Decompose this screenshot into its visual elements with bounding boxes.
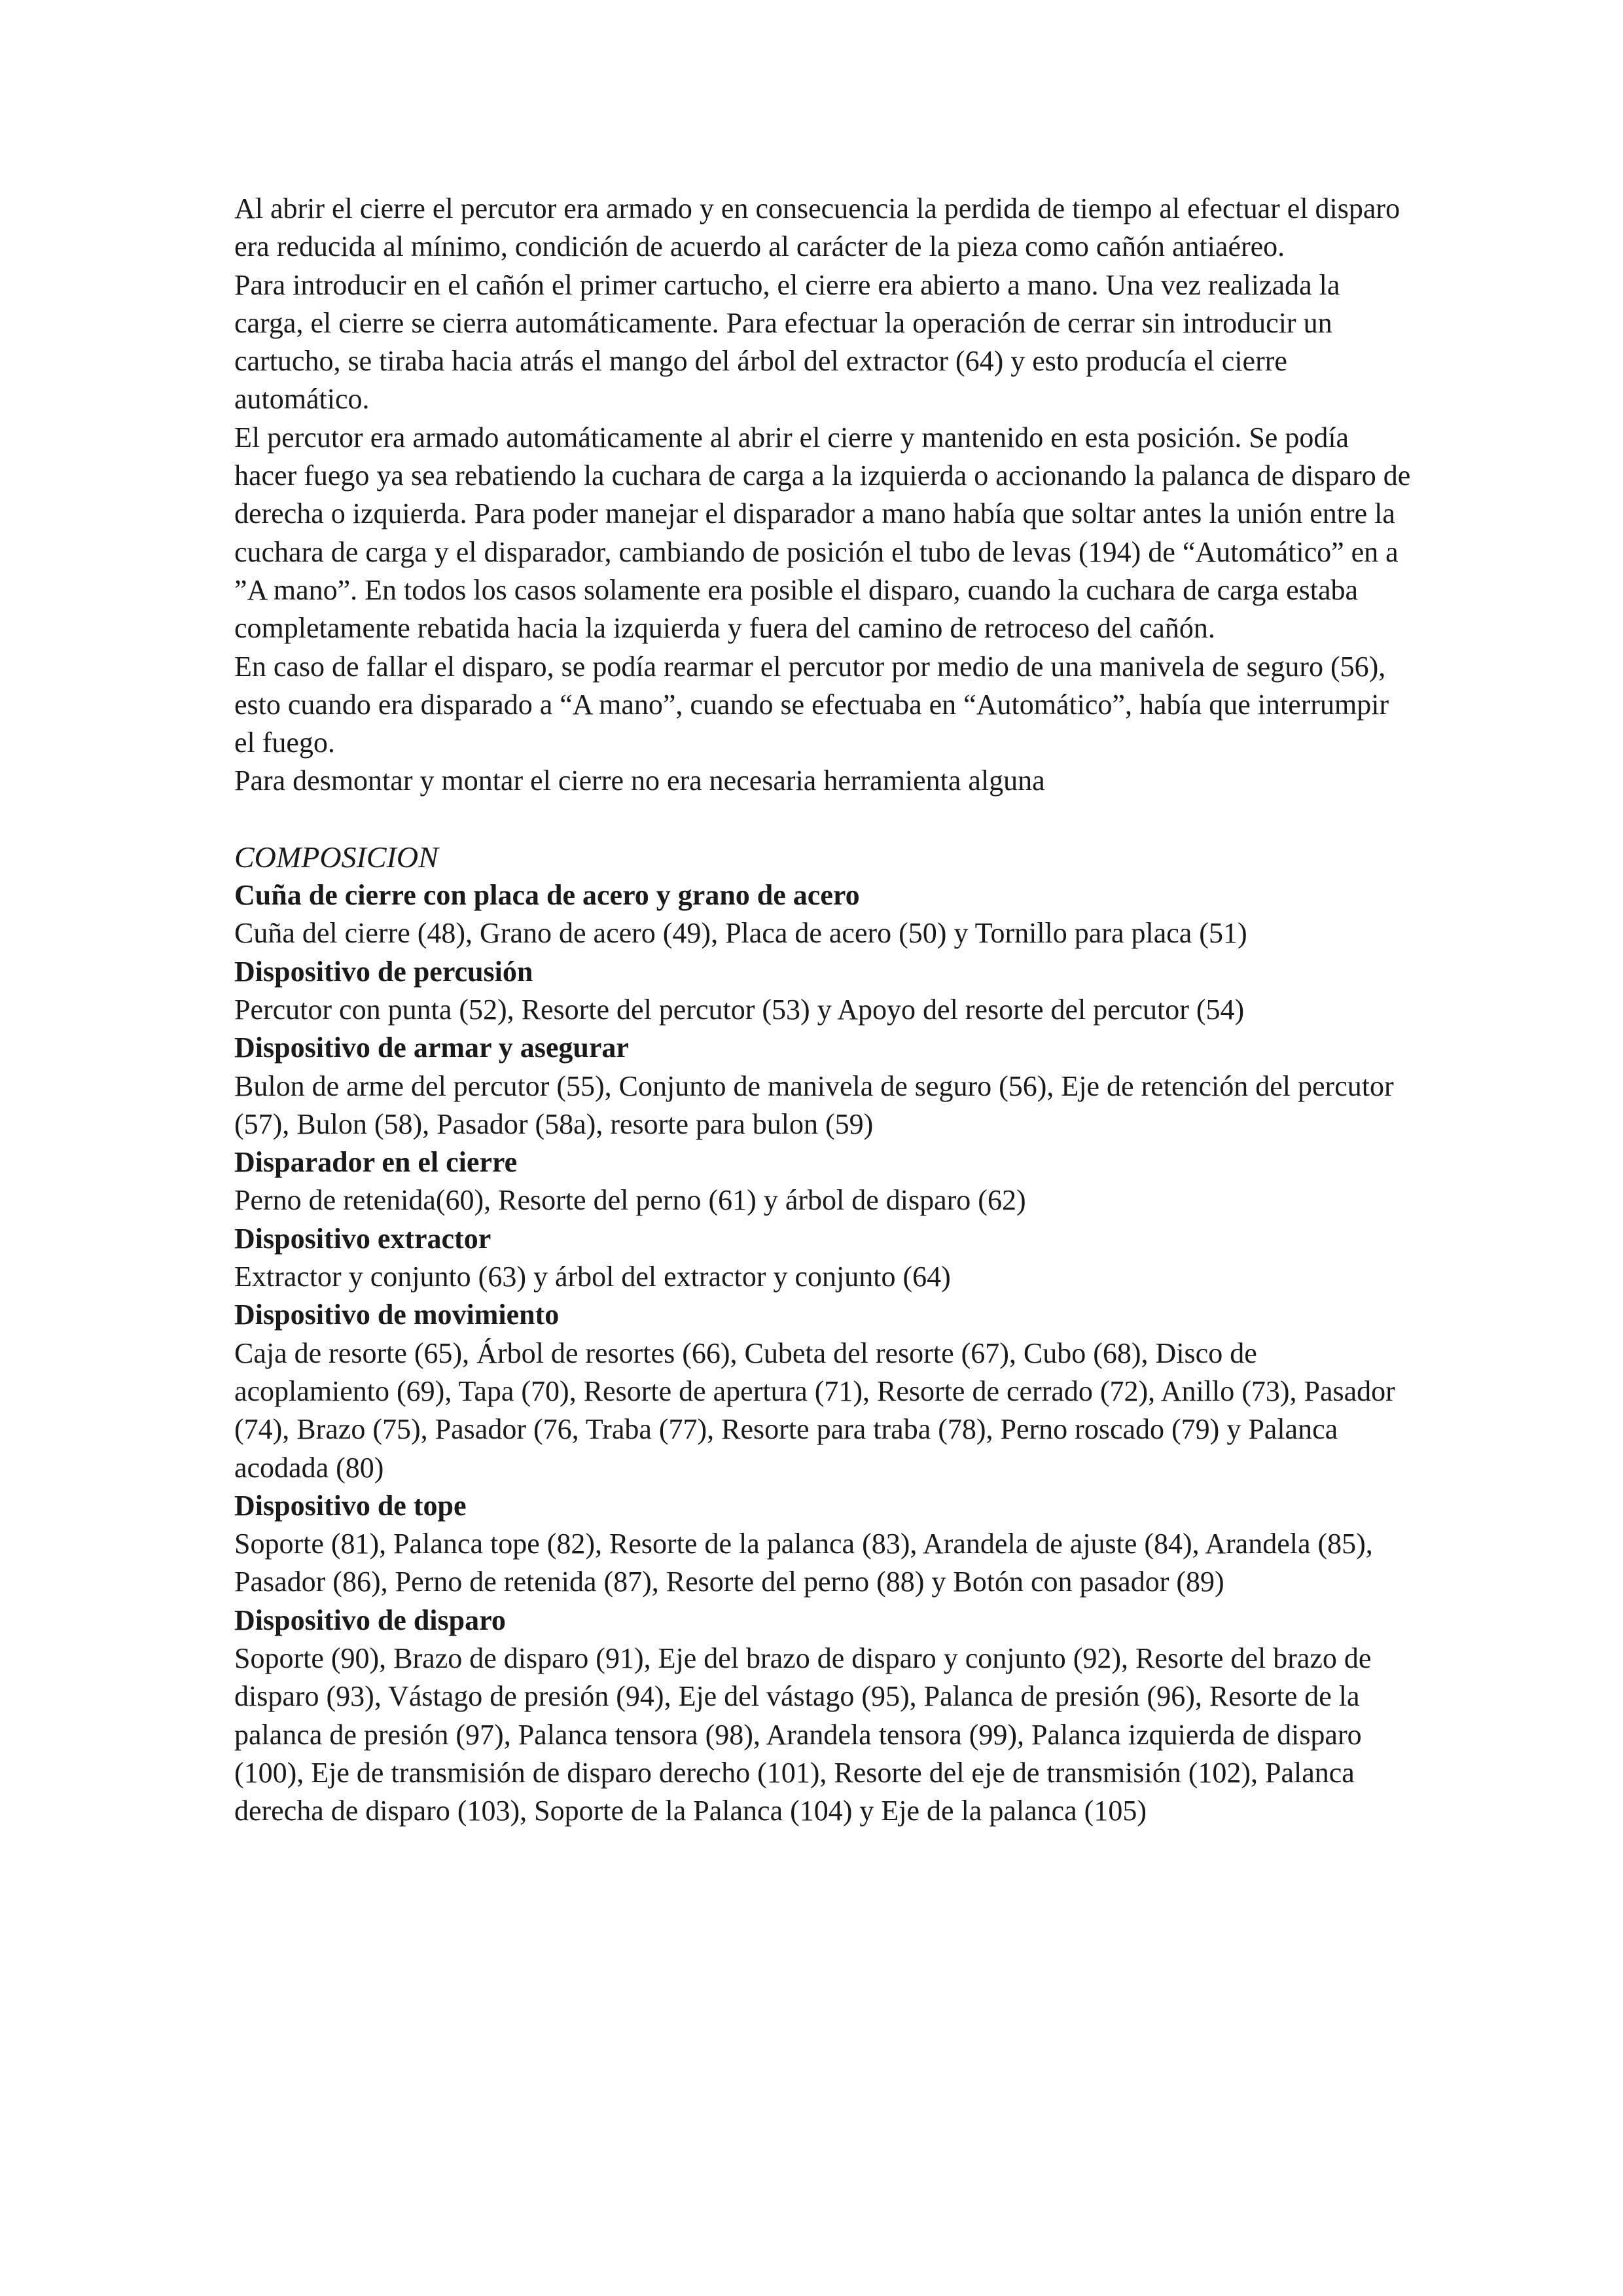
- intro-paragraph: El percutor era armado automáticamente al abrir el cierre y mantenido en esta posición. Se podía hacer fuego ya sea rebatiendo la cuchara de carga a la izquierda o accionando la palanca de disparo de derecha o izquierda. Para poder manejar el disparador a mano había que soltar antes la unión entre la cuchara de carga y el disparador, cambiando de posición el tubo de levas (194) de “Automático” en a ”A mano”. En todos los casos solamente era posible el disparo, cuando la cuchara de carga estaba completamente rebatida hacia la izquierda y fuera del camino de retroceso del cañón.: [234, 421, 1411, 645]
- intro-paragraph: En caso de fallar el disparo, se podía rearmar el percutor por medio de una manivela de seguro (56), esto cuando era disparado a “A mano”, cuando se efectuaba en “Automático”, había que interrumpir el fuego.: [234, 650, 1389, 759]
- section-heading: Dispositivo extractor: [234, 1222, 491, 1255]
- document-page: [234, 190, 1412, 1830]
- section-text: Extractor y conjunto (63) y árbol del extractor y conjunto (64): [234, 1261, 951, 1293]
- intro-paragraph: Al abrir el cierre el percutor era armado y en consecuencia la perdida de tiempo al efectuar el disparo era reducida al mínimo, condición de acuerdo al carácter de la pieza como cañón antiaéreo.: [234, 192, 1400, 263]
- section-spacer: [234, 800, 1412, 838]
- section-text: Perno de retenida(60), Resorte del perno (61) y árbol de disparo (62): [234, 1184, 1026, 1217]
- composition-title: COMPOSICION: [234, 840, 438, 874]
- section-text: Bulon de arme del percutor (55), Conjunto de manivela de seguro (56), Eje de retención del percutor (57), Bulon (58), Pasador (58a), resorte para bulon (59): [234, 1069, 1394, 1140]
- section-text: Soporte (90), Brazo de disparo (91), Eje del brazo de disparo y conjunto (92), Resorte del brazo de disparo (93), Vástago de presión (94), Eje del vástago (95), Palanca de presión (96), Resorte de la palanca de presión (97), Palanca tensora (98), Arandela tensora (99), Palanca izquierda de disparo (100), Eje de transmisión de disparo derecho (101), Resorte del eje de transmisión (102), Palanca derecha de disparo (103), Soporte de la Palanca (104) y Eje de la palanca (105): [234, 1641, 1372, 1827]
- section-heading: Dispositivo de armar y asegurar: [234, 1031, 629, 1064]
- section-heading: Disparador en el cierre: [234, 1146, 518, 1179]
- section-heading: Dispositivo de movimiento: [234, 1299, 560, 1331]
- section-heading: Cuña de cierre con placa de acero y grano de acero: [234, 879, 860, 912]
- section-text: Percutor con punta (52), Resorte del percutor (53) y Apoyo del resorte del percutor (54): [234, 993, 1245, 1026]
- section-text: Cuña del cierre (48), Grano de acero (49), Placa de acero (50) y Tornillo para placa (51): [234, 917, 1247, 950]
- section-text: Soporte (81), Palanca tope (82), Resorte de la palanca (83), Arandela de ajuste (84), Arandela (85), Pasador (86), Perno de retenida (87), Resorte del perno (88) y Botón con pasador (89): [234, 1528, 1373, 1598]
- intro-paragraph: Para introducir en el cañón el primer cartucho, el cierre era abierto a mano. Una vez realizada la carga, el cierre se cierra automáticamente. Para efectuar la operación de cerrar sin introducir un cartucho, se tiraba hacia atrás el mango del árbol del extractor (64) y esto producía el cierre automático.: [234, 268, 1340, 416]
- section-text: Caja de resorte (65), Árbol de resortes (66), Cubeta del resorte (67), Cubo (68), Disco de acoplamiento (69), Tapa (70), Resorte de apertura (71), Resorte de cerrado (72), Anillo (73), Pasador (74), Brazo (75), Pasador (76, Traba (77), Resorte para traba (78), Perno roscado (79) y Palanca acodada (80): [234, 1336, 1395, 1484]
- section-heading: Dispositivo de disparo: [234, 1604, 506, 1636]
- section-heading: Dispositivo de tope: [234, 1489, 467, 1522]
- intro-paragraph: Para desmontar y montar el cierre no era necesaria herramienta alguna: [234, 764, 1045, 797]
- section-heading: Dispositivo de percusión: [234, 955, 533, 988]
